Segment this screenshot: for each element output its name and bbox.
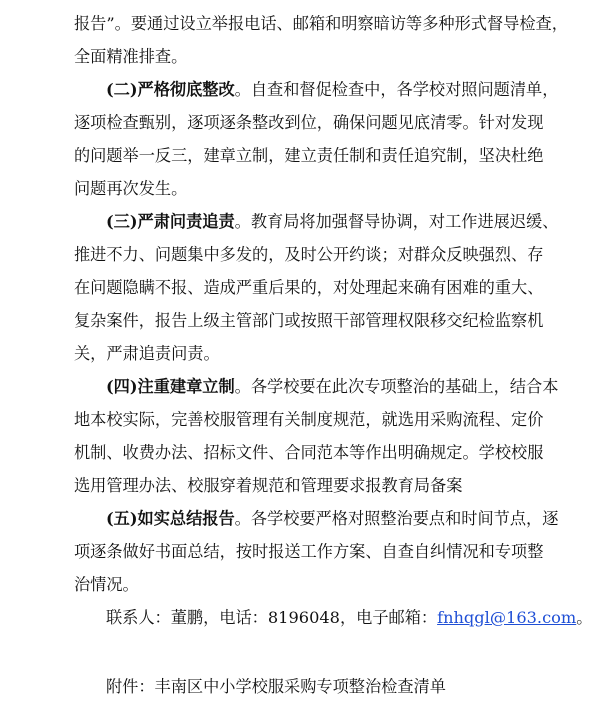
intro-tail-line-1: 报告”。要通过设立举报电话、邮箱和明察暗访等多种形式督导检查， [74, 14, 568, 33]
section5-line-2: 项逐条做好书面总结，按时报送工作方案、自查自纠情况和专项整 [74, 542, 544, 561]
section4-line-1-text: 。各学校要在此次专项整治的基础上，结合本 [234, 377, 559, 396]
section5-heading: (五)如实总结报告 [106, 509, 235, 528]
section3-line-2: 推进不力、问题集中多发的，及时公开约谈；对群众反映强烈、存 [74, 245, 544, 264]
contact-text: 联系人：董鹏，电话：8196048，电子邮箱： [106, 608, 438, 627]
section2-line-4: 问题再次发生。 [74, 179, 188, 198]
section3-heading: (三)严肃问责追责 [106, 212, 235, 231]
section3-line-1 [106, 205, 559, 238]
section5-line-1 [106, 502, 559, 535]
intro-tail-line-2: 全面精准排查。 [74, 47, 188, 66]
section4-line-4: 选用管理办法、校服穿着规范和管理要求报教育局备案 [74, 476, 463, 495]
contact-tail: 。 [576, 608, 593, 627]
contact-line [106, 601, 593, 634]
section4-line-3: 机制、收费办法、招标文件、合同范本等作出明确规定。学校校服 [74, 443, 544, 462]
section3-line-4: 复杂案件，报告上级主管部门或按照干部管理权限移交纪检监察机 [74, 311, 544, 330]
section3-line-1-text: 。教育局将加强督导协调，对工作进展迟缓、 [234, 212, 559, 231]
section2-line-1-text: 。自查和督促检查中，各学校对照问题清单， [234, 80, 559, 99]
section3-line-3: 在问题隐瞒不报、造成严重后果的，对处理起来确有困难的重大、 [74, 278, 544, 297]
section2-line-3: 的问题举一反三，建章立制，建立责任制和责任追究制，坚决杜绝 [74, 146, 544, 165]
attachment-line: 附件：丰南区中小学校服采购专项整治检查清单 [106, 677, 446, 696]
contact-email-link[interactable]: fnhqgl@163.com [437, 608, 577, 627]
section4-line-1 [106, 370, 559, 403]
section4-heading: (四)注重建章立制 [106, 377, 235, 396]
section5-line-1-text: 。各学校要严格对照整治要点和时间节点，逐 [234, 509, 559, 528]
section4-line-2: 地本校实际，完善校服管理有关制度规范，就选用采购流程、定价 [74, 410, 544, 429]
section2-line-2: 逐项检查甄别，逐项逐条整改到位，确保问题见底清零。针对发现 [74, 113, 544, 132]
section5-line-3: 治情况。 [74, 575, 139, 594]
section2-heading: (二)严格彻底整改 [106, 80, 235, 99]
section2-line-1 [106, 73, 559, 106]
section3-line-5: 关，严肃追责问责。 [74, 344, 220, 363]
